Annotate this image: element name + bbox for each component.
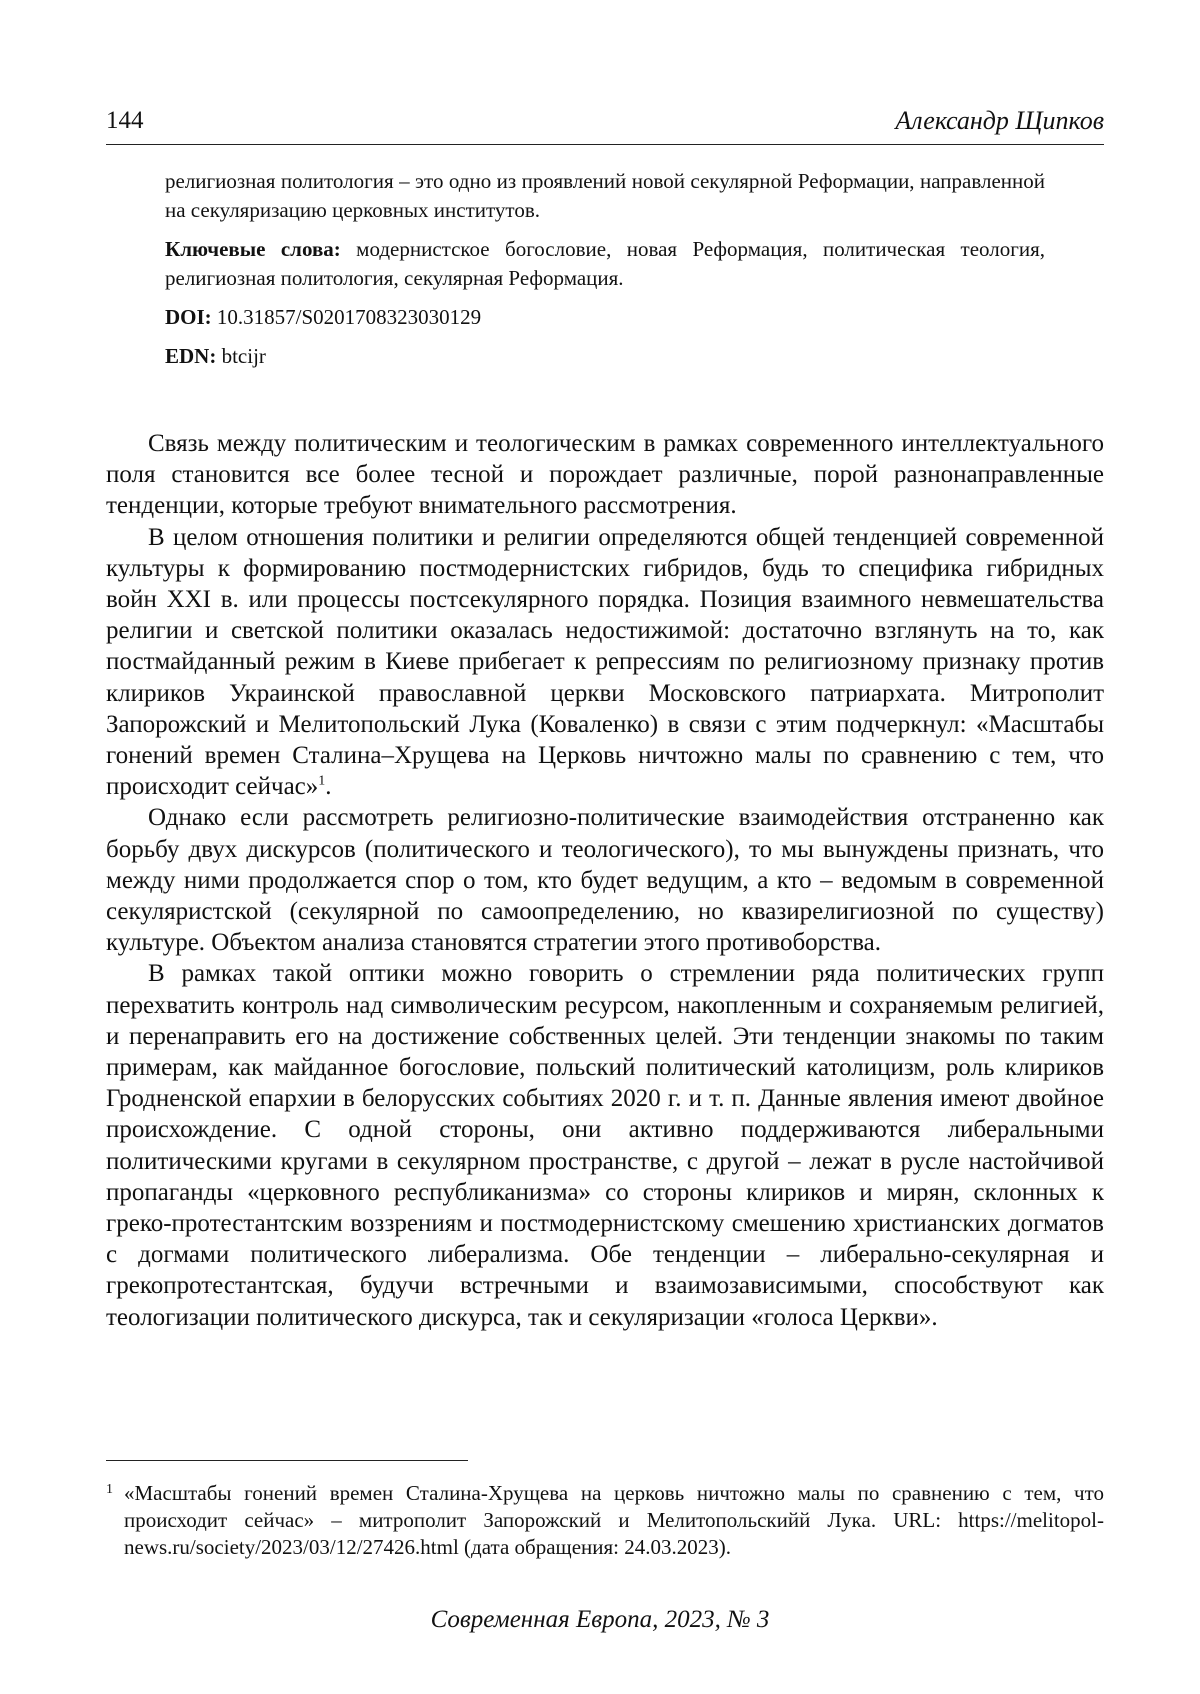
- keywords-text: модернистское богословие, новая Реформация, политическая теология, религиозная политология, секулярная Реформация.: [165, 237, 1045, 290]
- running-head-author: Александр Щипков: [895, 106, 1104, 135]
- header-rule: [106, 144, 1104, 145]
- edn-line: [165, 342, 1045, 371]
- footnote-mark: 1: [106, 1482, 113, 1497]
- doi-label: DOI:: [165, 305, 212, 329]
- body-paragraph-2: [106, 522, 1104, 803]
- journal-footer: Современная Европа, 2023, № 3: [430, 1606, 770, 1633]
- edn-value: btcijr: [221, 344, 266, 368]
- abstract-block: [165, 167, 1045, 381]
- keywords-line: [165, 235, 1045, 293]
- body-paragraph-2-end: .: [325, 773, 332, 801]
- article-body: [106, 428, 1104, 1333]
- doi-value: 10.31857/S0201708323030129: [216, 305, 482, 329]
- footnote-text: «Масштабы гонений времен Сталина-Хрущева на церковь ничтожно малы по сравнению с тем, что происходит сейчас» – митрополит Запорожский и Мелитопольскийй Лука. URL: https://melitopol-news.ru/society/2023/03/12/27426.html (дата обращения: 24.03.2023).: [124, 1481, 1104, 1559]
- page-number: 144: [106, 107, 144, 134]
- footnote-rule: [106, 1460, 468, 1461]
- abstract-tail: религиозная политология – это одно из проявлений новой секулярной Реформации, направленной на секуляризацию церковных институтов.: [165, 169, 1045, 222]
- doi-line: [165, 303, 1045, 332]
- body-paragraph-3: Однако если рассмотреть религиозно-политические взаимодействия отстраненно как борьбу двух дискурсов (политического и теологического), то мы вынуждены признать, что между ними продолжается спор о том, кто будет ведущим, а кто – ведомым в современной секуляристской (секулярной по самоопределению, но квазирелигиозной по существу) культуре. Объектом анализа становятся стратегии этого противоборства.: [106, 804, 1104, 957]
- keywords-label: Ключевые слова:: [165, 237, 341, 261]
- body-paragraph-1: Связь между политическим и теологическим в рамках современного интеллектуального поля становится все более тесной и порождает различные, порой разнонаправленные тенденции, которые требуют внимательного рассмотрения.: [106, 430, 1104, 520]
- body-paragraph-2-text: В целом отношения политики и религии определяются общей тенденцией современной культуры к формированию постмодернистских гибридов, будь то специфика гибридных войн XXI в. или процессы постсекулярного порядка. Позиция взаимного невмешательства религии и светской политики оказалась недостижимой: достаточно взглянуть на то, как постмайданный режим в Киеве прибегает к репрессиям по религиозному признаку против клириков Украинской православной церкви Московского патриархата. Митрополит Запорожский и Мелитопольский Лука (Коваленко) в связи с этим подчеркнул: «Масштабы гонений времен Сталина–Хрущева на Церковь ничтожно малы по сравнению с тем, что происходит сейчас»: [106, 523, 1104, 801]
- footnote: [106, 1480, 1104, 1561]
- edn-label: EDN:: [165, 344, 217, 368]
- footnote-reference[interactable]: 1: [318, 773, 326, 789]
- body-paragraph-4: В рамках такой оптики можно говорить о стремлении ряда политических групп перехватить контроль над символическим ресурсом, накопленным и сохраняемым религией, и перенаправить его на достижение собственных целей. Эти тенденции знакомы по таким примерам, как майданное богословие, польский политический католицизм, роль клириков Гродненской епархии в белорусских событиях 2020 г. и т. п. Данные явления имеют двойное происхождение. С одной стороны, они активно поддерживаются либеральными политическими кругами в секулярном пространстве, с другой – лежат в русле настойчивой пропаганды «церковного республиканизма» со стороны клириков и мирян, склонных к греко-протестантским воззрениям и постмодернистскому смешению христианских догматов с догмами политического либерализма. Обе тенденции – либерально-секулярная и грекопротестантская, будучи встречными и взаимозависимыми, способствуют как теологизации политического дискурса, так и секуляризации «голоса Церкви».: [106, 960, 1104, 1331]
